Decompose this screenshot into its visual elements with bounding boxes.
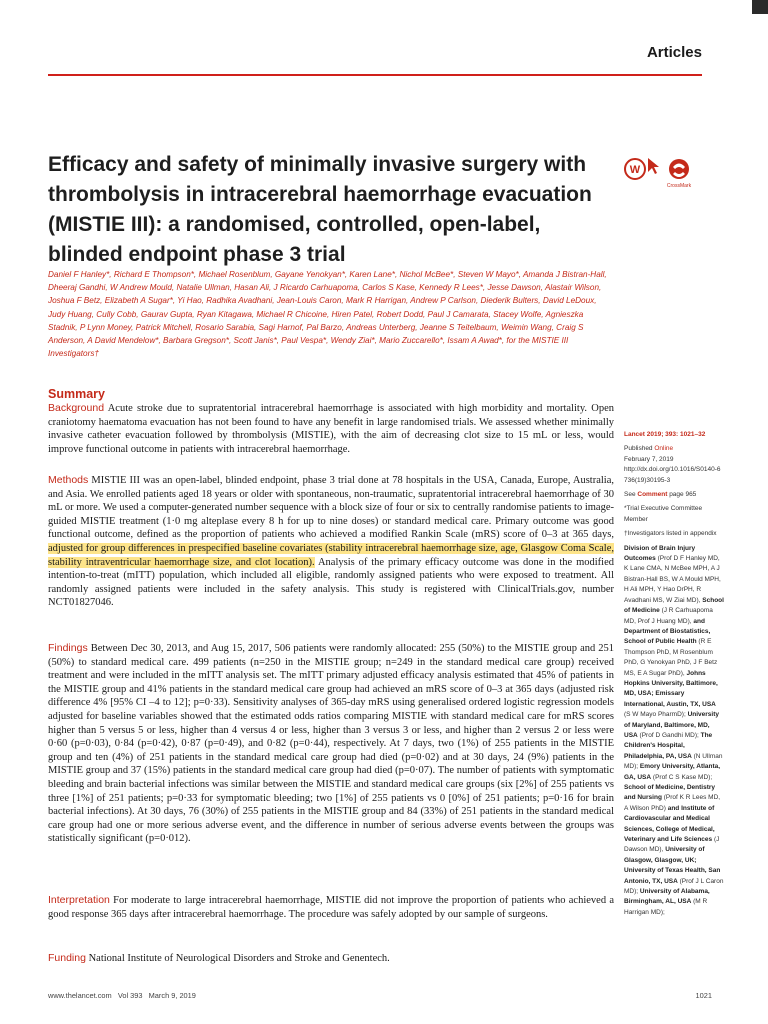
top-bar-corner [752,0,768,14]
funding-text: National Institute of Neurological Disorders and Stroke and Genentech. [88,953,390,964]
affiliation-9: and Institute of Cardiovascular and Medical Sciences, College of Medical, Veterinary and Life Sciences [624,804,715,844]
methods-text-2: Analysis of the primary efficacy outcome was done in the modified intention-to-treat (mITT) population, which included all eligible, randomly assigned patients who were exposed to treatment. All randomly assigned patients were included in the safety analysis. This study is registered with ClinicalTrials.gov, number NCT01827046. [48,556,615,609]
findings-label: Findings [48,642,88,654]
funding-label: Funding [48,952,86,964]
affiliation-2-people: (J R Carhuapoma MD, Prof J Huang MD), [624,607,713,625]
affiliation-5-people: (Prof D Gandhi MD); [639,731,699,739]
abstract-methods [48,474,614,610]
background-text: Acute stroke due to supratentorial intracerebral haemorrhage is associated with high morbidity and mortality. Open craniotomy haematoma evacuation has not been found to have any benefit in large randomised trials. We assessed whether minimally invasive catheter evacuation followed by thrombolysis (MISTIE), with the aim of decreasing clot size to 15 mL or less, would improve functional outcome in patients with intracerebral haemorrhage. [48,403,614,455]
affiliation-2: School of Medicine [624,596,724,615]
header-rule [48,74,702,76]
article-title: Efficacy and safety of minimally invasive surgery with thrombolysis in intracerebral haemorrhage evacuation (MISTIE III): a randomised, controlled, open-label, blinded endpoint phase 3 trial [48,153,592,266]
affiliation-3-people: (R E Thompson PhD, M Rosenblum PhD, G Yenokyan PhD, J F Betz MS, E A Sugar PhD), [624,638,718,677]
affiliation-1-people: (Prof D F Hanley MD, K Lane CMA, N McBee MPH, A J Bistran-Hall BS, W A Mould MPH, H Ali MPH, Y Hao DrPH, R Avadhani MS, W Ziai MD), [624,555,721,604]
affiliation-4: Johns Hopkins University, Baltimore, MD, USA; Emissary International, Austin, TX, USA [624,669,718,708]
affiliation-8-people: (Prof K R Lees MD, A Wilson PhD) [624,794,721,812]
affiliation-8: School of Medicine, Dentistry and Nursing [624,784,716,802]
abstract-background [48,402,614,456]
footer-journal-info: www.thelancet.com Vol 393 March 9, 2019 [48,991,196,1000]
methods-label: Methods [48,474,89,486]
affiliation-5: University of Maryland, Baltimore, MD, USA [624,711,720,739]
crossmark-label: CrossMark [666,183,692,189]
investigators-note: †Investigators listed in appendix [624,530,717,538]
affiliation-7: Emory University, Atlanta, GA, USA [624,763,721,781]
affiliation-11: University of Alabama, Birmingham, AL, USA [624,888,710,906]
see-prefix: See [624,491,636,499]
affiliation-6-people: (N Ullman MD); [624,752,723,771]
abstract-findings [48,642,614,846]
top-bar-left [0,0,752,14]
affiliation-10: University of Glasgow, Glasgow, UK; University of Texas Health, San Antonio, TX, USA [624,846,721,885]
sidebar [624,430,724,922]
interpretation-label: Interpretation [48,894,110,906]
affiliation-9-people: (J Dawson MD), [624,836,720,854]
findings-text: Between Dec 30, 2013, and Aug 15, 2017, 506 patients were randomly allocated: 255 (50%) to the MISTIE group and 251 (50%) to standard medical care. 499 patients (n=250 in the MISTIE group; n=249 in the standard medical care group) received treatment and were included in the mITT analysis set. The mITT primary adjusted efficacy analysis estimated that 45% of patients in the MISTIE group and 41% patients in the standard medical care group had achieved an mRS score of 0–3 at 365 days (adjusted risk difference 4% [95% CI –4 to 12]; p=0·33). Sensitivity analyses of 365-day mRS using generalised ordered logistic regression models adjusted for baseline variables showed that the estimated odds ratios comparing MISTIE with standard medical care for mRS scores higher than 5 versus 5 or less, higher than 4 versus 4 or less, higher than 3 versus 3 or less, and higher than 2 versus 2 or less were 0·60 (p=0·03), 0·84 (p=0·42), 0·87 (p=0·49), and 0·82 (p=0·44), respectively. At 7 days, two (1%) of 255 patients in the MISTIE group and ten (4%) of 251 patients in the standard medical care group had died (p=0·02) and at 30 days, 24 (9%) patients in the MISTIE group and 37 (15%) patients in the standard medical care group had died (p=0·07). The number of patients with symptomatic bleeding and brain bacterial infections was similar between the MISTIE and standard medical care groups (six [2%] of 255 patients vs three [1%] of 251 patients; p=0·33 for symptomatic bleeding; two [1%] of 255 patients vs 0 [0%] of 251 patients; p=0·16 for brain bacterial infections). At 30 days, 76 (30%) of 255 patients in the MISTIE group and 84 (33%) of 251 patients in the standard medical care group had one or more serious adverse event, and the difference in number of serious adverse events between the groups was statistically significant (p=0·012). [48,643,614,845]
citation: Lancet 2019; 393: 1021–32 [624,431,706,438]
background-label: Background [48,402,105,414]
top-bar [0,0,768,14]
methods-highlighted-text: adjusted for group differences in prespecified baseline covariates (stability intracerebral haemorrhage size, age, Glasgow Coma Scale, stability intraventricular haemorrhage size, and clot location). [48,542,614,568]
affiliation-6: The Children's Hospital, Philadelphia, PA, USA [624,731,713,760]
author-list: Daniel F Hanley*, Richard E Thompson*, Michael Rosenblum, Gayane Yenokyan*, Karen Lane*, Nichol McBee*, Steven W Mayo*, Amanda J Bistran-Hall, Dheeraj Gandhi, W Andrew Mould, Natalie Ullman, Hasan Ali, J Ricardo Carhuapoma, Carlos S Kase, Kennedy R Lees*, Jesse Dawson, Alastair Wilson, Joshua F Betz, Elizabeth A Sugar*, Yi Hao, Radhika Avadhani, Jean-Louis Caron, Mark R Harrigan, Andrew P Carlson, Diederik Bulters, David LeDoux, Judy Huang, Cully Cobb, Gaurav Gupta, Ryan Kitagawa, Michael R Chicoine, Hiren Patel, Robert Dodd, Paul J Camarata, Stacey Wolfe, Agnieszka Stadnik, P Lynn Money, Patrick Mitchell, Rosario Sarabia, Sagi Harnof, Pal Barzo, Andreas Unterberg, Jeanne S Teitelbaum, Weimin Wang, Craig S Anderson, A David Mendelow*, Barbara Gregson*, Scott Janis*, Paul Vespa*, Wendy Ziai*, Mario Zuccarello*, Issam A Awad*, for the MISTIE III Investigators† [48,270,607,359]
affiliations [624,544,724,919]
affiliation-3: and Department of Biostatistics, School of Public Health [624,617,711,646]
page-number: 1021 [695,991,712,1000]
published-date: February 7, 2019 [624,455,674,463]
open-access-icon[interactable] [625,159,645,179]
svg-text:W: W [629,164,641,176]
affiliation-11-people: (M R Harrigan MD); [624,898,708,916]
published-online-link[interactable]: Online [654,445,674,453]
methods-text-1: MISTIE III was an open-label, blinded endpoint, phase 3 trial done at 78 hospitals in the USA, Canada, Europe, Australia, and Asia. We enrolled patients aged 18 years or older with spontaneous, non-traumatic, supratentorial intracerebral haemorrhage of 30 mL or more. We used a computer-generated number sequence with a block size of four or six to centrally randomise patients to image-guided MISTIE treatment (1·0 mg alteplase every 8 h for up to nine doses) or standard medical care. Primary outcome was good functional outcome, defined as the proportion of patients who achieved a modified Rankin Scale (mRS) score of 0–3 at 365 days, [48,475,614,541]
published-prefix: Published [624,445,653,453]
article-badges [622,156,702,192]
interpretation-text: For moderate to large intracerebral haemorrhage, MISTIE did not improve the proportion of patients who achieved a good response 365 days after intracerebral haemorrhage. The procedure was safely adopted by our sample of surgeons. [48,895,614,920]
summary-heading: Summary [48,387,105,401]
section-label: Articles [646,44,702,61]
affiliation-10-people: (Prof J L Caron MD); [624,877,724,896]
doi-link[interactable]: http://dx.doi.org/10.1016/S0140-6736(19)30195-3 [624,466,721,484]
affiliation-1: Division of Brain Injury Outcomes [624,544,696,563]
abstract-funding [48,952,614,966]
comment-link[interactable]: Comment [637,491,668,499]
comment-page: page 965 [669,491,697,499]
crossmark-icon[interactable] [669,159,689,179]
affiliation-4-people: (S W Mayo PharmD); [624,711,686,719]
affiliation-7-people: (Prof C S Kase MD); [652,773,713,781]
abstract-interpretation [48,894,614,921]
cursor-icon [648,158,659,174]
executive-note: *Trial Executive Committee Member [624,505,703,523]
